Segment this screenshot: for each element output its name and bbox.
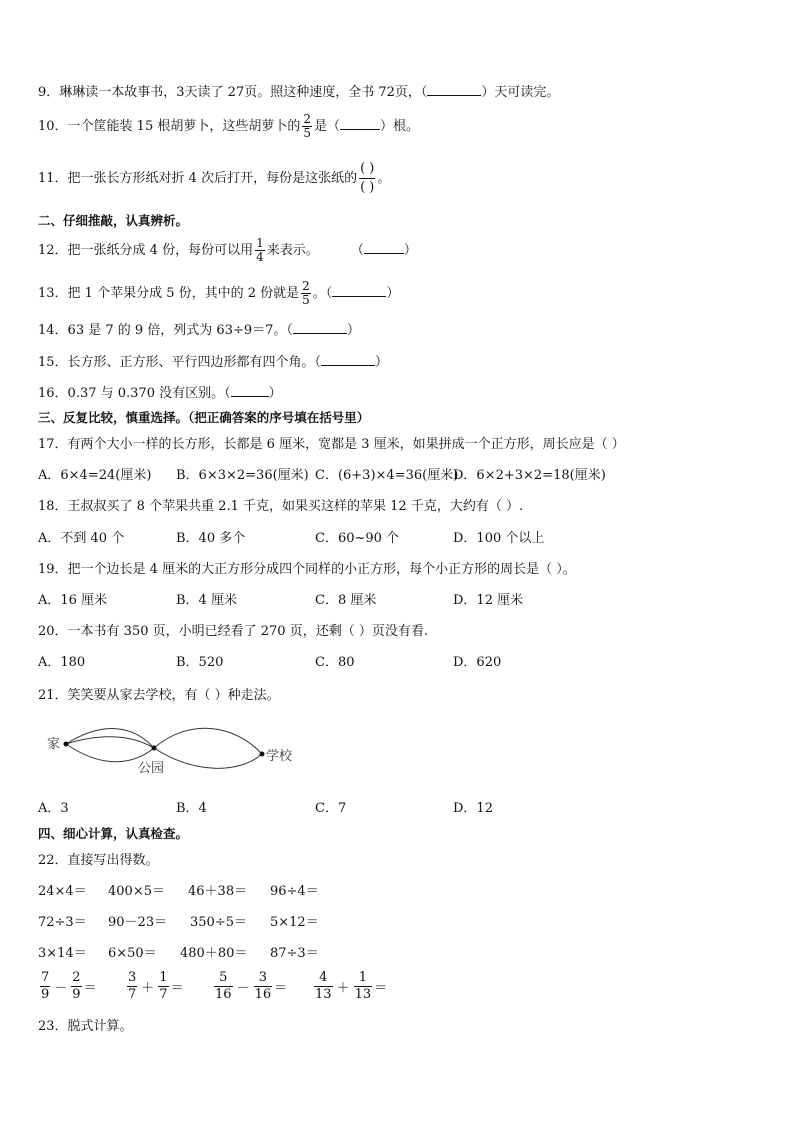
fraction-denominator: 13	[315, 987, 332, 1002]
question-16-text: 16．0.37 与 0.370 没有区别。（	[38, 386, 231, 401]
question-15	[38, 354, 388, 371]
answer-blank[interactable]	[340, 118, 380, 130]
calc-item: 46＋38＝	[188, 884, 248, 899]
option-c[interactable]: C．60~90 个	[315, 531, 400, 546]
fraction-numerator: 4	[319, 970, 328, 985]
option-a[interactable]: A．3	[38, 801, 69, 816]
calc-item: 96÷4＝	[270, 884, 319, 899]
option-a[interactable]: A．6×4=24(厘米)	[38, 468, 152, 483]
equals: ＝	[374, 981, 388, 996]
calc-item: 480＋80＝	[180, 946, 248, 961]
option-c[interactable]: C．8 厘米	[315, 593, 377, 608]
question-20: 20．一本书有 350 页，小明已经看了 270 页，还剩（ ）页没有看.	[38, 624, 428, 639]
option-b[interactable]: B．4	[176, 801, 207, 816]
answer-blank[interactable]	[231, 385, 269, 397]
answer-bracket-right: ）	[403, 243, 417, 258]
equals: ＝	[274, 981, 288, 996]
answer-blank[interactable]	[427, 84, 481, 96]
option-b[interactable]: B．40 多个	[176, 531, 246, 546]
fraction-denominator: 7	[159, 987, 168, 1002]
question-9-text: 9．琳琳读一本故事书，3天读了 27页。照这种速度，全书 72页，（	[38, 85, 428, 100]
option-d[interactable]: D．12	[453, 801, 493, 816]
question-11	[38, 157, 390, 201]
option-b[interactable]: B．6×3×2=36(厘米)	[176, 468, 309, 483]
question-23: 23．脱式计算。	[38, 1019, 133, 1034]
route-home-park-2	[66, 737, 154, 748]
answer-bracket-left: （	[350, 243, 364, 258]
question-13-text: 13．把 1 个苹果分成 5 份，其中的 2 份就是	[38, 286, 300, 301]
operator: －	[236, 981, 250, 996]
answer-bracket-right: ）	[346, 323, 360, 338]
fraction-numerator: ( )	[360, 161, 375, 176]
calc-item: 5×12＝	[270, 915, 319, 930]
fraction-denominator: 5	[302, 293, 310, 307]
fraction-numerator: 3	[128, 970, 137, 985]
question-17: 17．有两个大小一样的长方形，长都是 6 厘米，宽都是 3 厘米，如果拼成一个正方形，周长应是（ ）	[38, 437, 625, 452]
operator: ＋	[336, 981, 350, 996]
fraction-denominator: 5	[303, 126, 311, 140]
fraction-numerator: 1	[256, 236, 264, 250]
fraction-denominator: 9	[41, 987, 50, 1002]
question-13	[38, 277, 399, 311]
fraction	[314, 970, 333, 1003]
operator: ＋	[141, 981, 155, 996]
fraction-denominator: 16	[254, 987, 272, 1002]
operator: －	[54, 981, 68, 996]
park-label: 公园	[138, 761, 165, 776]
calc-item: 3×14＝	[38, 946, 87, 961]
fraction-denominator: ( )	[360, 180, 375, 195]
option-a[interactable]: A．16 厘米	[38, 593, 108, 608]
fraction-denominator: 16	[215, 987, 232, 1002]
option-d[interactable]: D．100 个以上	[453, 531, 545, 546]
answer-blank[interactable]	[293, 322, 347, 334]
fraction	[127, 970, 137, 1003]
fraction	[301, 280, 311, 307]
question-16	[38, 385, 282, 402]
option-a[interactable]: A．不到 40 个	[38, 531, 125, 546]
answer-bracket-right: ）	[386, 286, 400, 301]
fraction-numerator: 1	[159, 970, 168, 985]
section-heading-3: 三、反复比较，慎重选择。（把正确答案的序号填在括号里）	[38, 410, 370, 425]
answer-blank[interactable]	[364, 242, 404, 254]
question-12	[38, 234, 417, 268]
fraction-denominator: 13	[354, 987, 372, 1002]
answer-blank[interactable]	[332, 285, 386, 297]
question-13-end: 。（	[312, 286, 333, 301]
route-park-school-1	[154, 728, 262, 754]
fraction-expression	[125, 970, 184, 1003]
fraction-blank[interactable]	[359, 160, 375, 197]
fraction-denominator: 9	[72, 987, 81, 1002]
route-diagram	[44, 722, 304, 778]
calc-item: 72÷3＝	[38, 915, 87, 930]
equals: ＝	[83, 981, 97, 996]
fraction-expression	[312, 970, 387, 1003]
question-10	[38, 110, 419, 144]
fraction-numerator: 2	[303, 112, 311, 126]
answer-bracket-right: ）	[268, 386, 282, 401]
option-c[interactable]: C．80	[315, 655, 355, 670]
school-point	[260, 752, 265, 757]
home-label: 家	[47, 737, 61, 752]
question-10-end: ）根。	[380, 119, 420, 134]
question-11-end: 。	[377, 171, 391, 186]
fraction-denominator: 4	[256, 250, 264, 264]
school-label: 学校	[266, 749, 293, 764]
option-c[interactable]: C．7	[315, 801, 347, 816]
fraction-numerator: 1	[358, 970, 367, 985]
option-d[interactable]: D．6×2+3×2=18(厘米)	[453, 468, 606, 483]
answer-blank[interactable]	[321, 354, 375, 366]
calc-item: 90－23＝	[108, 915, 168, 930]
question-12-end: 来表示。	[266, 243, 319, 258]
park-point	[152, 746, 157, 751]
fraction	[71, 970, 81, 1003]
option-d[interactable]: D．12 厘米	[453, 593, 524, 608]
question-21: 21．笑笑要从家去学校，有（ ）种走法。	[38, 688, 280, 703]
fraction	[254, 970, 273, 1003]
fraction	[40, 970, 50, 1003]
answer-bracket-right: ）	[375, 355, 389, 370]
fraction	[214, 970, 233, 1003]
calc-item: 6×50＝	[108, 946, 157, 961]
fraction-numerator: 3	[258, 970, 267, 985]
calc-item: 350÷5＝	[190, 915, 247, 930]
fraction	[255, 237, 265, 264]
fraction	[354, 970, 373, 1003]
question-9-end: ）天可读完。	[481, 85, 560, 100]
section-heading-4: 四、细心计算，认真检查。	[38, 826, 189, 841]
question-14	[38, 322, 360, 339]
fraction-numerator: 7	[41, 970, 50, 985]
route-park-school-2	[154, 748, 262, 768]
route-home-park-1	[66, 729, 154, 748]
question-19: 19．把一个边长是 4 厘米的大正方形分成四个同样的小正方形，每个小正方形的周长是（ ）。	[38, 562, 576, 577]
question-18: 18．王叔叔买了 8 个苹果共重 2.1 千克，如果买这样的苹果 12 千克，大约有（ ）.	[38, 499, 524, 514]
question-12-text: 12．把一张纸分成 4 份，每份可以用	[38, 243, 254, 258]
question-11-text: 11．把一张长方形纸对折 4 次后打开，每份是这张纸的	[38, 171, 358, 186]
option-c[interactable]: C．(6+3)×4=36(厘米)	[315, 468, 459, 483]
fraction	[158, 970, 168, 1003]
section-heading-2: 二、仔细推敲，认真辨析。	[38, 213, 189, 228]
question-10-text: 10．一个筐能装 15 根胡萝卜，这些胡萝卜的	[38, 119, 301, 134]
question-14-text: 14．63 是 7 的 9 倍，列式为 63÷9＝7。（	[38, 323, 293, 338]
fraction-numerator: 2	[302, 279, 310, 293]
fraction-numerator: 2	[72, 970, 81, 985]
home-point	[64, 742, 69, 747]
question-9	[38, 84, 559, 101]
question-22: 22．直接写出得数。	[38, 853, 159, 868]
calc-item: 24×4＝	[38, 884, 87, 899]
question-10-mid: 是（	[314, 119, 341, 134]
option-b[interactable]: B．520	[176, 655, 224, 670]
calc-item: 87÷3＝	[270, 946, 319, 961]
fraction-numerator: 5	[219, 970, 228, 985]
option-b[interactable]: B．4 厘米	[176, 593, 237, 608]
option-a[interactable]: A．180	[38, 655, 86, 670]
fraction-expression	[212, 970, 287, 1003]
question-15-text: 15．长方形、正方形、平行四边形都有四个角。（	[38, 355, 322, 370]
option-d[interactable]: D．620	[453, 655, 502, 670]
fraction-expression	[38, 970, 97, 1003]
calc-item: 400×5＝	[108, 884, 165, 899]
fraction-denominator: 7	[128, 987, 137, 1002]
fraction	[302, 113, 312, 140]
route-home-park-3	[66, 744, 154, 762]
equals: ＝	[170, 981, 184, 996]
